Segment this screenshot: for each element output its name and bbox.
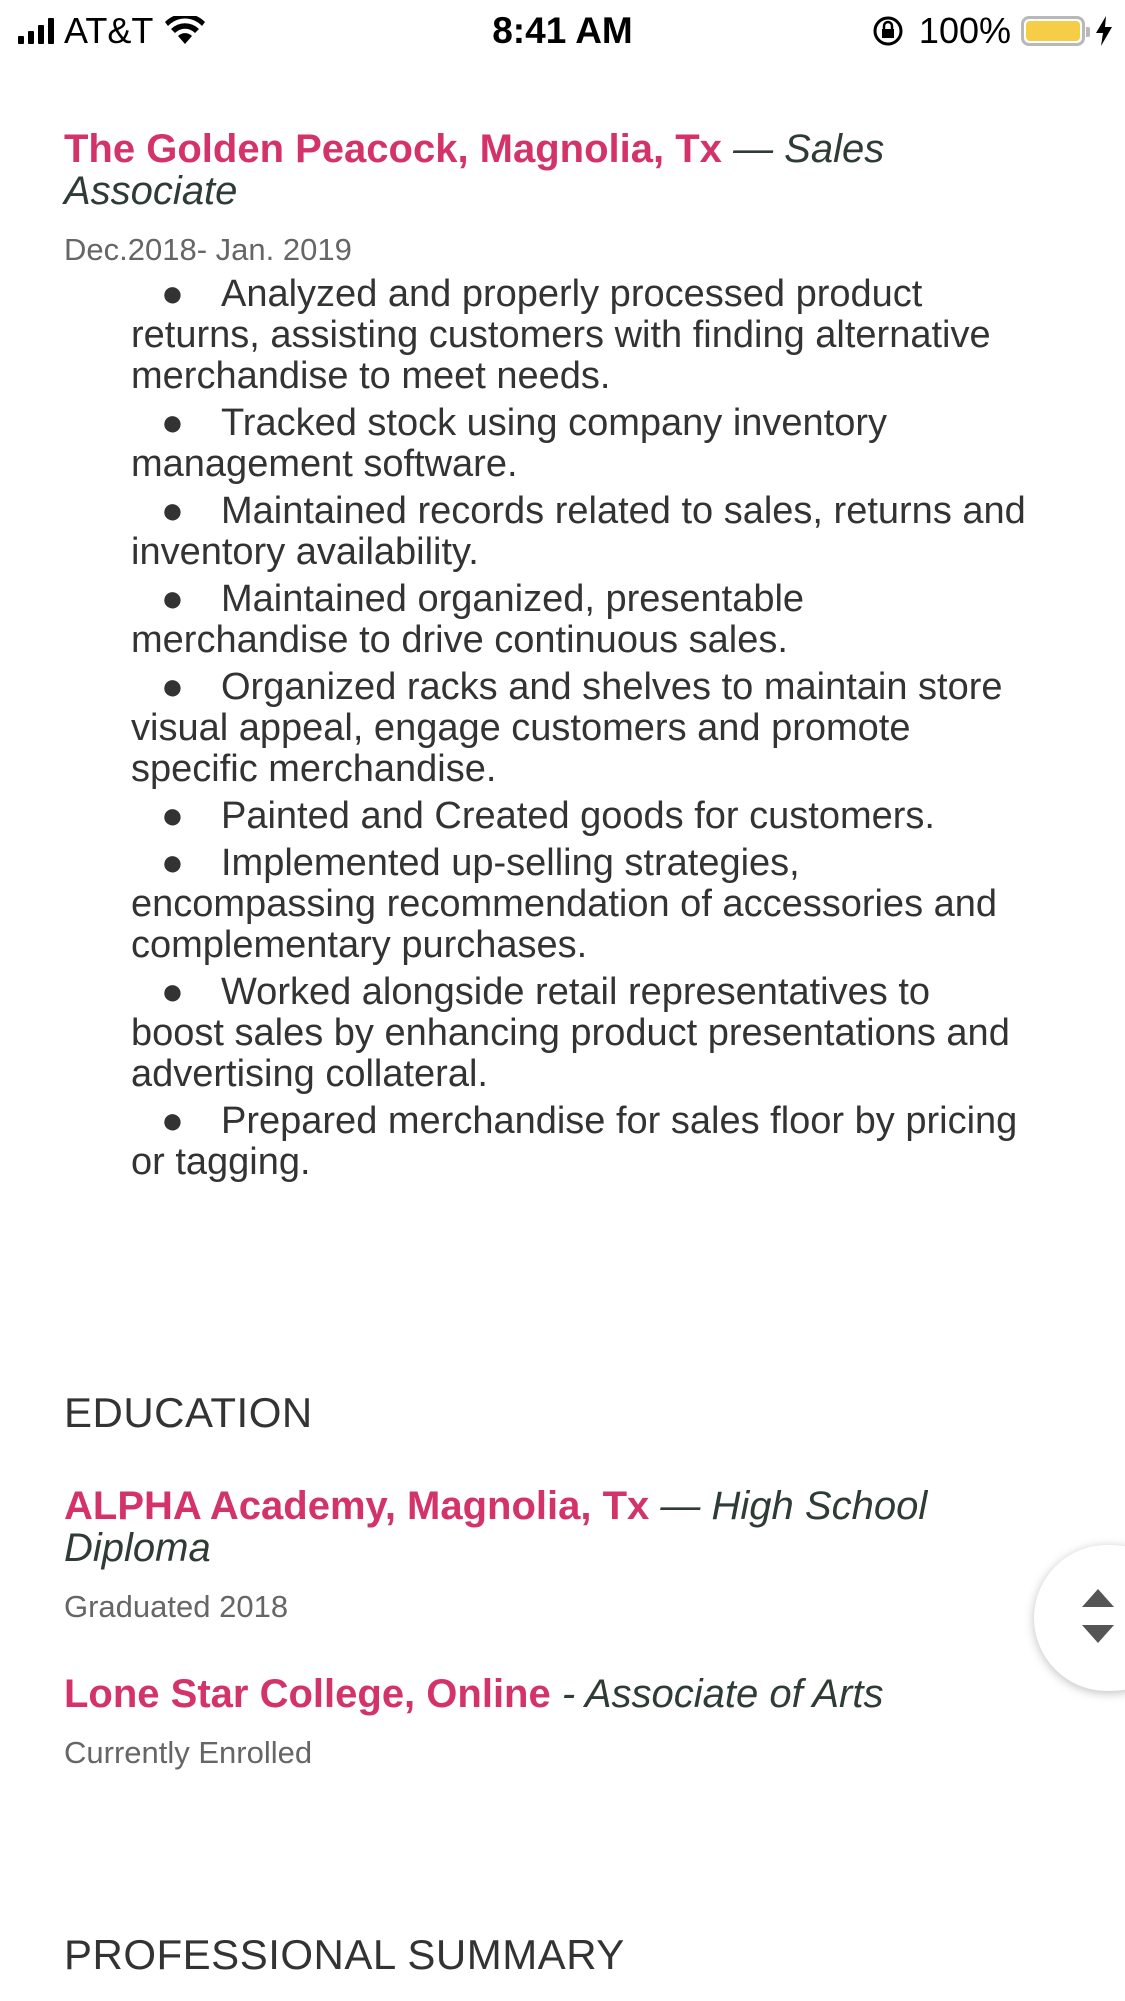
list-item: ● Painted and Created goods for customers.: [131, 796, 1031, 837]
status-bar: [0, 0, 1125, 62]
status-right: [871, 10, 1113, 52]
bullet-icon: ●: [161, 578, 184, 620]
list-item: ● Organized racks and shelves to maintain store visual appeal, engage customers and promote specific merchandise.: [131, 666, 1003, 790]
education-entry: [64, 1673, 1024, 1771]
education-degree: — High School Diploma: [64, 1484, 928, 1570]
education-status: Graduated 2018: [64, 1589, 289, 1624]
job-bullet-list: [131, 274, 1031, 1183]
chevron-down-icon[interactable]: [1082, 1625, 1114, 1643]
resume-document: [64, 128, 1024, 1979]
bullet-icon: ●: [161, 666, 184, 708]
battery-percent: 100%: [918, 10, 1011, 51]
chevron-up-icon[interactable]: [1082, 1589, 1114, 1607]
bullet-icon: ●: [161, 402, 184, 444]
list-item: ● Maintained organized, presentable merchandise to drive continuous sales.: [131, 578, 805, 661]
rotation-lock-icon: [871, 14, 905, 48]
education-heading: [64, 1673, 1024, 1715]
bullet-icon: ●: [161, 490, 184, 532]
bullet-icon: ●: [161, 795, 184, 837]
education-title: EDUCATION: [64, 1389, 313, 1436]
list-item: ● Worked alongside retail representatives to boost sales by enhancing product presentations and advertising collateral.: [131, 971, 1010, 1095]
education-organization: ALPHA Academy, Magnolia, Tx: [64, 1484, 650, 1528]
scroll-control-button[interactable]: [1034, 1545, 1125, 1691]
list-item: ● Implemented up-selling strategies, encompassing recommendation of accessories and complementary purchases.: [131, 842, 998, 966]
education-heading: [64, 1485, 1024, 1569]
job-role: — Sales Associate: [64, 127, 885, 213]
status-time: 8:41 AM: [492, 10, 633, 51]
carrier-name: AT&T: [64, 10, 154, 51]
education-degree: - Associate of Arts: [561, 1672, 884, 1716]
professional-summary-title: PROFESSIONAL SUMMARY: [64, 1931, 625, 1978]
charging-bolt-icon: [1095, 16, 1113, 46]
bullet-icon: ●: [161, 842, 184, 884]
list-item: ● Analyzed and properly processed product returns, assisting customers with finding alternative merchandise to meet needs.: [131, 273, 991, 397]
bullet-icon: ●: [161, 1100, 184, 1142]
job-organization: The Golden Peacock, Magnolia, Tx: [64, 127, 722, 171]
list-item: ● Maintained records related to sales, returns and inventory availability.: [131, 490, 1026, 573]
job-heading: [64, 128, 1024, 212]
education-status: Currently Enrolled: [64, 1735, 313, 1770]
education-entry: [64, 1485, 1024, 1625]
education-organization: Lone Star College, Online: [64, 1672, 551, 1716]
list-item: ● Tracked stock using company inventory management software.: [131, 402, 888, 485]
bullet-icon: ●: [161, 971, 184, 1013]
job-dates: Dec.2018- Jan. 2019: [64, 232, 352, 267]
battery-icon: [1021, 16, 1085, 46]
bullet-icon: ●: [161, 273, 184, 315]
list-item: ● Prepared merchandise for sales floor by pricing or tagging.: [131, 1100, 1018, 1183]
